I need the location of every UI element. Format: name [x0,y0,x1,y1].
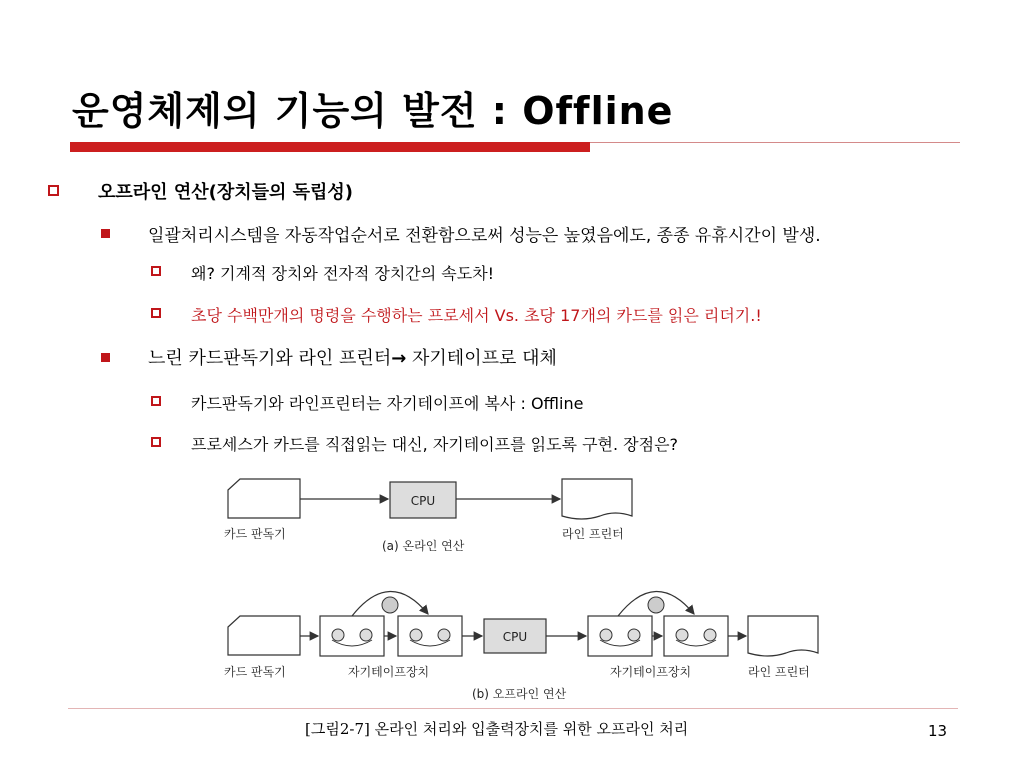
bullet-batch-processing: 일괄처리시스템을 자동작업순서로 전환함으로써 성능은 높였음에도, 종종 유휴시간이 발생. [148,226,821,246]
heading-offline-computing: 오프라인 연산(장치들의 독립성) [98,182,354,203]
online-offline-diagram [200,470,840,708]
diagram-b-offline [224,591,818,701]
card-reader-label: 카드 판독기 [224,665,286,679]
bullet-slow-devices-text: 느린 카드판독기와 라인 프린터 [148,348,392,369]
printer-paper-icon [562,479,632,519]
diagram-a-caption: (a) 온라인 연산 [382,539,465,553]
card-reader-label: 카드 판독기 [224,527,286,541]
diagram-a-online [224,479,632,553]
footer-divider [68,708,958,709]
cpu-label: CPU [410,494,436,508]
hollow-square-bullet-icon [151,396,161,406]
bullet-processor-vs-reader: 초당 수백만개의 명령을 수행하는 프로세서 Vs. 초당 17개의 카드를 읽은 리더기.! [191,306,762,325]
bullet-read-tape: 프로세스가 카드를 직접읽는 대신, 자기테이프를 읽도록 구현. 장점은? [191,435,679,454]
tape-drive-label: 자기테이프장치 [610,665,692,679]
bullet-speed-difference: 왜? 기계적 장치와 전자적 장치간의 속도차! [191,264,495,283]
tape-drive-icon [320,616,384,656]
tape-reel-icon [382,597,398,613]
bullet-copy-to-tape: 카드판독기와 라인프린터는 자기테이프에 복사 : Offline [191,394,584,413]
right-arrow-icon: → [391,348,407,369]
printer-label: 라인 프린터 [748,665,810,679]
figure-caption: [그림2-7] 온라인 처리와 입출력장치를 위한 오프라인 처리 [305,720,689,738]
tape-drive-icon [664,616,728,656]
printer-label: 라인 프린터 [562,527,624,541]
tape-drive-icon [398,616,462,656]
solid-square-bullet-icon [101,353,110,362]
hollow-square-bullet-icon [48,185,59,196]
bullet-slow-devices-tail: 자기테이프로 대체 [406,348,557,369]
slide-title: 운영체제의 기능의 발전 : Offline [72,89,674,133]
diagram-b-caption: (b) 오프라인 연산 [472,687,567,701]
bullet-slow-devices [148,344,557,370]
card-reader-icon [228,479,300,518]
hollow-square-bullet-icon [151,308,161,318]
printer-paper-icon [748,616,818,656]
title-accent-bar [70,142,590,152]
tape-drive-icon [588,616,652,656]
cpu-label: CPU [502,630,528,644]
hollow-square-bullet-icon [151,266,161,276]
tape-reel-icon [648,597,664,613]
hollow-square-bullet-icon [151,437,161,447]
solid-square-bullet-icon [101,229,110,238]
page-number: 13 [928,722,948,740]
card-reader-icon [228,616,300,655]
tape-drive-label: 자기테이프장치 [348,665,430,679]
